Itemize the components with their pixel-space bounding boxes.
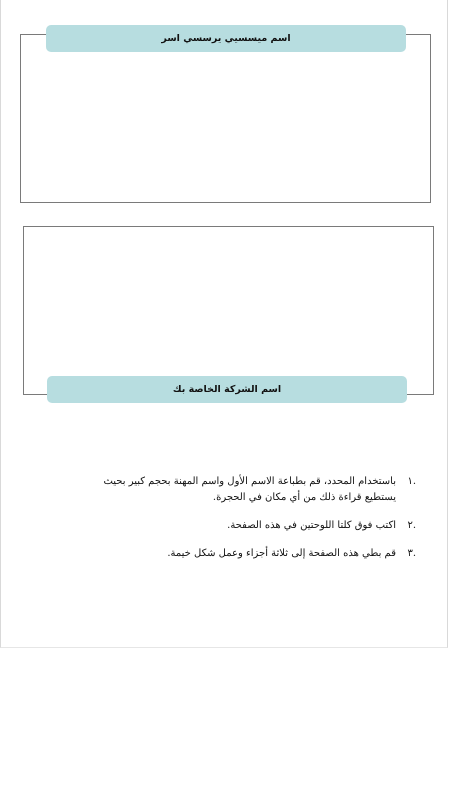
instruction-number: .٣ [407,548,416,559]
instruction-text: باستخدام المحدد، قم بطباعة الاسم الأول واسم المهنة بحجم كبير بحيث يستطيع قراءة ذلك من أي مكان في الحجرة. [103,476,396,503]
instruction-text: اكتب فوق كلتا اللوحتين في هذه الصفحة. [227,520,396,531]
instruction-item [91,474,416,506]
bottom-panel-label [47,376,407,403]
instruction-number: .١ [407,476,416,487]
instructions-list [91,474,416,574]
instruction-item [91,546,416,562]
bottom-company-panel [23,226,434,395]
top-panel-label-text: اسم ميسسيي يرسسي اسر [161,33,291,44]
top-panel-label [46,25,406,52]
instruction-text: قم بطي هذه الصفحة إلى ثلاثة أجزاء وعمل شكل خيمة. [167,548,396,559]
instruction-item [91,518,416,534]
top-name-panel [20,34,431,203]
instruction-number: .٢ [407,520,416,531]
bottom-panel-label-text: اسم الشركة الخاصة بك [172,384,282,395]
